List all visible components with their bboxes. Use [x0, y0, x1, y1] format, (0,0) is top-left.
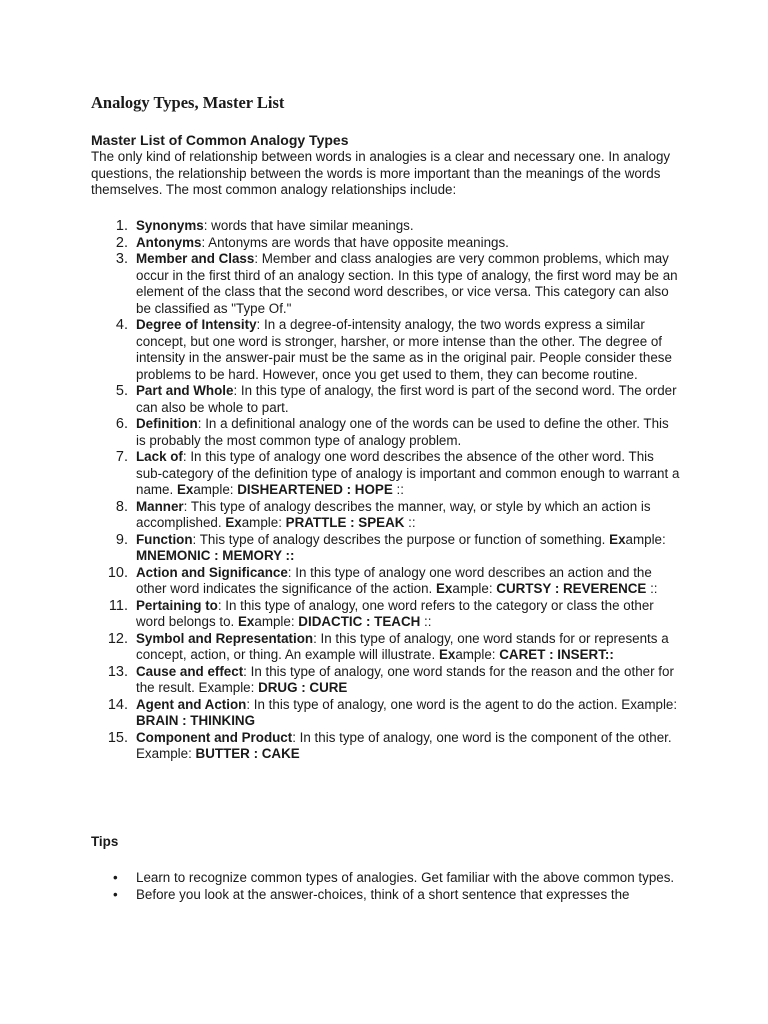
list-item: [91, 235, 681, 252]
example-label: Example:: [621, 696, 678, 712]
list-item: [91, 449, 681, 499]
item-description: : In this type of analogy, one word is the component of the other.: [292, 729, 672, 745]
item-term: Symbol and Representation: [136, 630, 314, 646]
list-item: [91, 565, 681, 598]
example-label: ample:: [625, 531, 666, 547]
example-label-bold: Ex: [237, 614, 255, 629]
example-label-bold: Ex: [435, 581, 453, 596]
list-item: [91, 218, 681, 235]
tip-item: [91, 887, 681, 904]
tip-text: Learn to recognize common types of analogies. Get familiar with the above common types.: [136, 870, 675, 885]
item-number: 4.: [115, 317, 128, 333]
example-pair: PRATTLE : SPEAK: [285, 515, 405, 530]
section-heading: Master List of Common Analogy Types: [91, 132, 349, 148]
list-item: [91, 664, 681, 697]
example-label: Example:: [136, 746, 196, 761]
bullet-icon: •: [113, 886, 118, 902]
item-term: Definition: [136, 416, 198, 431]
item-number: 2.: [115, 234, 128, 251]
example-pair: MNEMONIC : MEMORY ::: [136, 548, 295, 563]
item-number: 14.: [107, 696, 128, 713]
item-number: 8.: [115, 498, 128, 515]
bullet-icon: •: [113, 870, 118, 885]
item-term: Function: [136, 531, 193, 547]
item-description: : In this type of analogy, one word refers to the category or class the other word belongs to.: [136, 597, 654, 629]
document-title: Analogy Types, Master List: [91, 93, 285, 112]
item-description: : words that have similar meanings.: [203, 218, 414, 233]
item-term: Agent and Action: [136, 696, 247, 712]
example-pair: DRUG : CURE: [258, 680, 348, 695]
item-description: : This type of analogy describes the manner, way, or style by which an action is accomplished.: [136, 498, 651, 530]
item-term: Pertaining to: [136, 597, 218, 613]
item-description: : In this type of analogy, one word is the agent to do the action.: [246, 696, 622, 712]
item-term: Component and Product: [136, 729, 293, 745]
example-label: ample:: [241, 515, 286, 530]
item-term: Antonyms: [136, 234, 202, 250]
example-label-bold: Ex: [609, 531, 626, 547]
list-item: [91, 317, 681, 383]
tips-heading: Tips: [91, 834, 119, 849]
item-description: : In a degree-of-intensity analogy, the two words express a similar concept, but one word is stronger, harsher, or more intense than the other. The degree of intensity in the answer-pair must be the same as in the original pair. People consider these problems to be hard. However, once you get used to them, they can become routine.: [136, 317, 672, 382]
list-item: [91, 598, 681, 631]
item-term: Synonyms: [136, 218, 204, 233]
example-pair: DISHEARTENED : HOPE: [237, 482, 393, 497]
example-tail: ::: [404, 515, 416, 530]
item-description: : Antonyms are words that have opposite meanings.: [201, 234, 509, 250]
item-term: Lack of: [136, 449, 183, 464]
item-number: 13.: [107, 663, 128, 680]
example-pair: BRAIN : THINKING: [136, 713, 256, 728]
example-label-bold: Ex: [438, 647, 456, 662]
example-pair: CURTSY : REVERENCE: [496, 581, 647, 596]
list-item: [91, 251, 681, 317]
tips-list: [91, 870, 681, 903]
example-label: ample:: [193, 482, 238, 497]
intro-paragraph: The only kind of relationship between words in analogies is a clear and necessary one. In analogy questions, the relationship between the words is more important than the meanings of the words themselves. The most common analogy relationships include:: [91, 149, 671, 197]
list-item: [91, 631, 681, 664]
example-label: ample:: [455, 647, 500, 662]
example-tail: ::: [646, 581, 658, 596]
example-label-bold: Ex: [225, 515, 242, 530]
analogy-types-list: [91, 218, 681, 763]
example-pair: BUTTER : CAKE: [195, 746, 300, 761]
example-pair: DIDACTIC : TEACH: [298, 614, 421, 629]
item-description: : In this type of analogy, the first word is part of the second word. The order can also be whole to part.: [136, 383, 677, 415]
list-item: [91, 730, 681, 763]
item-description: : In this type of analogy, one word stands for or represents a concept, action, or thing. An example will illustrate.: [136, 630, 669, 662]
list-item: [91, 416, 681, 449]
item-description: : This type of analogy describes the purpose or function of something.: [192, 531, 610, 547]
item-number: 5.: [115, 383, 128, 399]
example-label: ample:: [254, 614, 299, 629]
item-number: 9.: [115, 531, 128, 548]
item-description: : In this type of analogy one word describes the absence of the other word. This sub-category of the definition type of analogy is important and common enough to warrant a name.: [136, 449, 680, 497]
item-number: 12.: [107, 630, 128, 647]
list-item: [91, 532, 681, 565]
item-number: 7.: [115, 449, 128, 465]
item-number: 3.: [115, 251, 128, 267]
item-number: 15.: [107, 729, 128, 746]
item-number: 6.: [115, 416, 128, 432]
item-description: : In this type of analogy one word describes an action and the other word indicates the significance of the action.: [136, 564, 652, 596]
item-term: Degree of Intensity: [136, 317, 257, 332]
example-label-bold: Ex: [176, 482, 194, 497]
item-number: 11.: [108, 597, 128, 614]
list-item: [91, 499, 681, 532]
example-label: ample:: [452, 581, 497, 596]
list-item: [91, 697, 681, 730]
tip-text: Before you look at the answer-choices, think of a short sentence that expresses the: [136, 886, 630, 902]
item-term: Manner: [136, 498, 184, 514]
item-description: : In a definitional analogy one of the words can be used to define the other. This is probably the most common type of analogy problem.: [136, 416, 669, 448]
item-description: : Member and class analogies are very common problems, which may occur in the first third of an analogy section. In this type of analogy, the first word may be an element of the class that the second word describes, or vice versa. This category can also be classified as "Type Of.": [136, 251, 678, 316]
tip-item: [91, 870, 681, 887]
example-label: Example:: [198, 680, 259, 695]
item-description: : In this type of analogy, one word stands for the reason and the other for the result.: [136, 663, 674, 695]
example-pair: CARET : INSERT::: [499, 647, 614, 662]
list-item: [91, 383, 681, 416]
item-term: Part and Whole: [136, 383, 234, 398]
item-number: 1.: [115, 218, 128, 234]
item-term: Action and Significance: [136, 564, 288, 580]
item-term: Member and Class: [136, 251, 255, 266]
example-tail: ::: [392, 482, 404, 497]
example-tail: ::: [420, 614, 432, 629]
item-term: Cause and effect: [136, 663, 244, 679]
item-number: 10.: [107, 564, 128, 581]
